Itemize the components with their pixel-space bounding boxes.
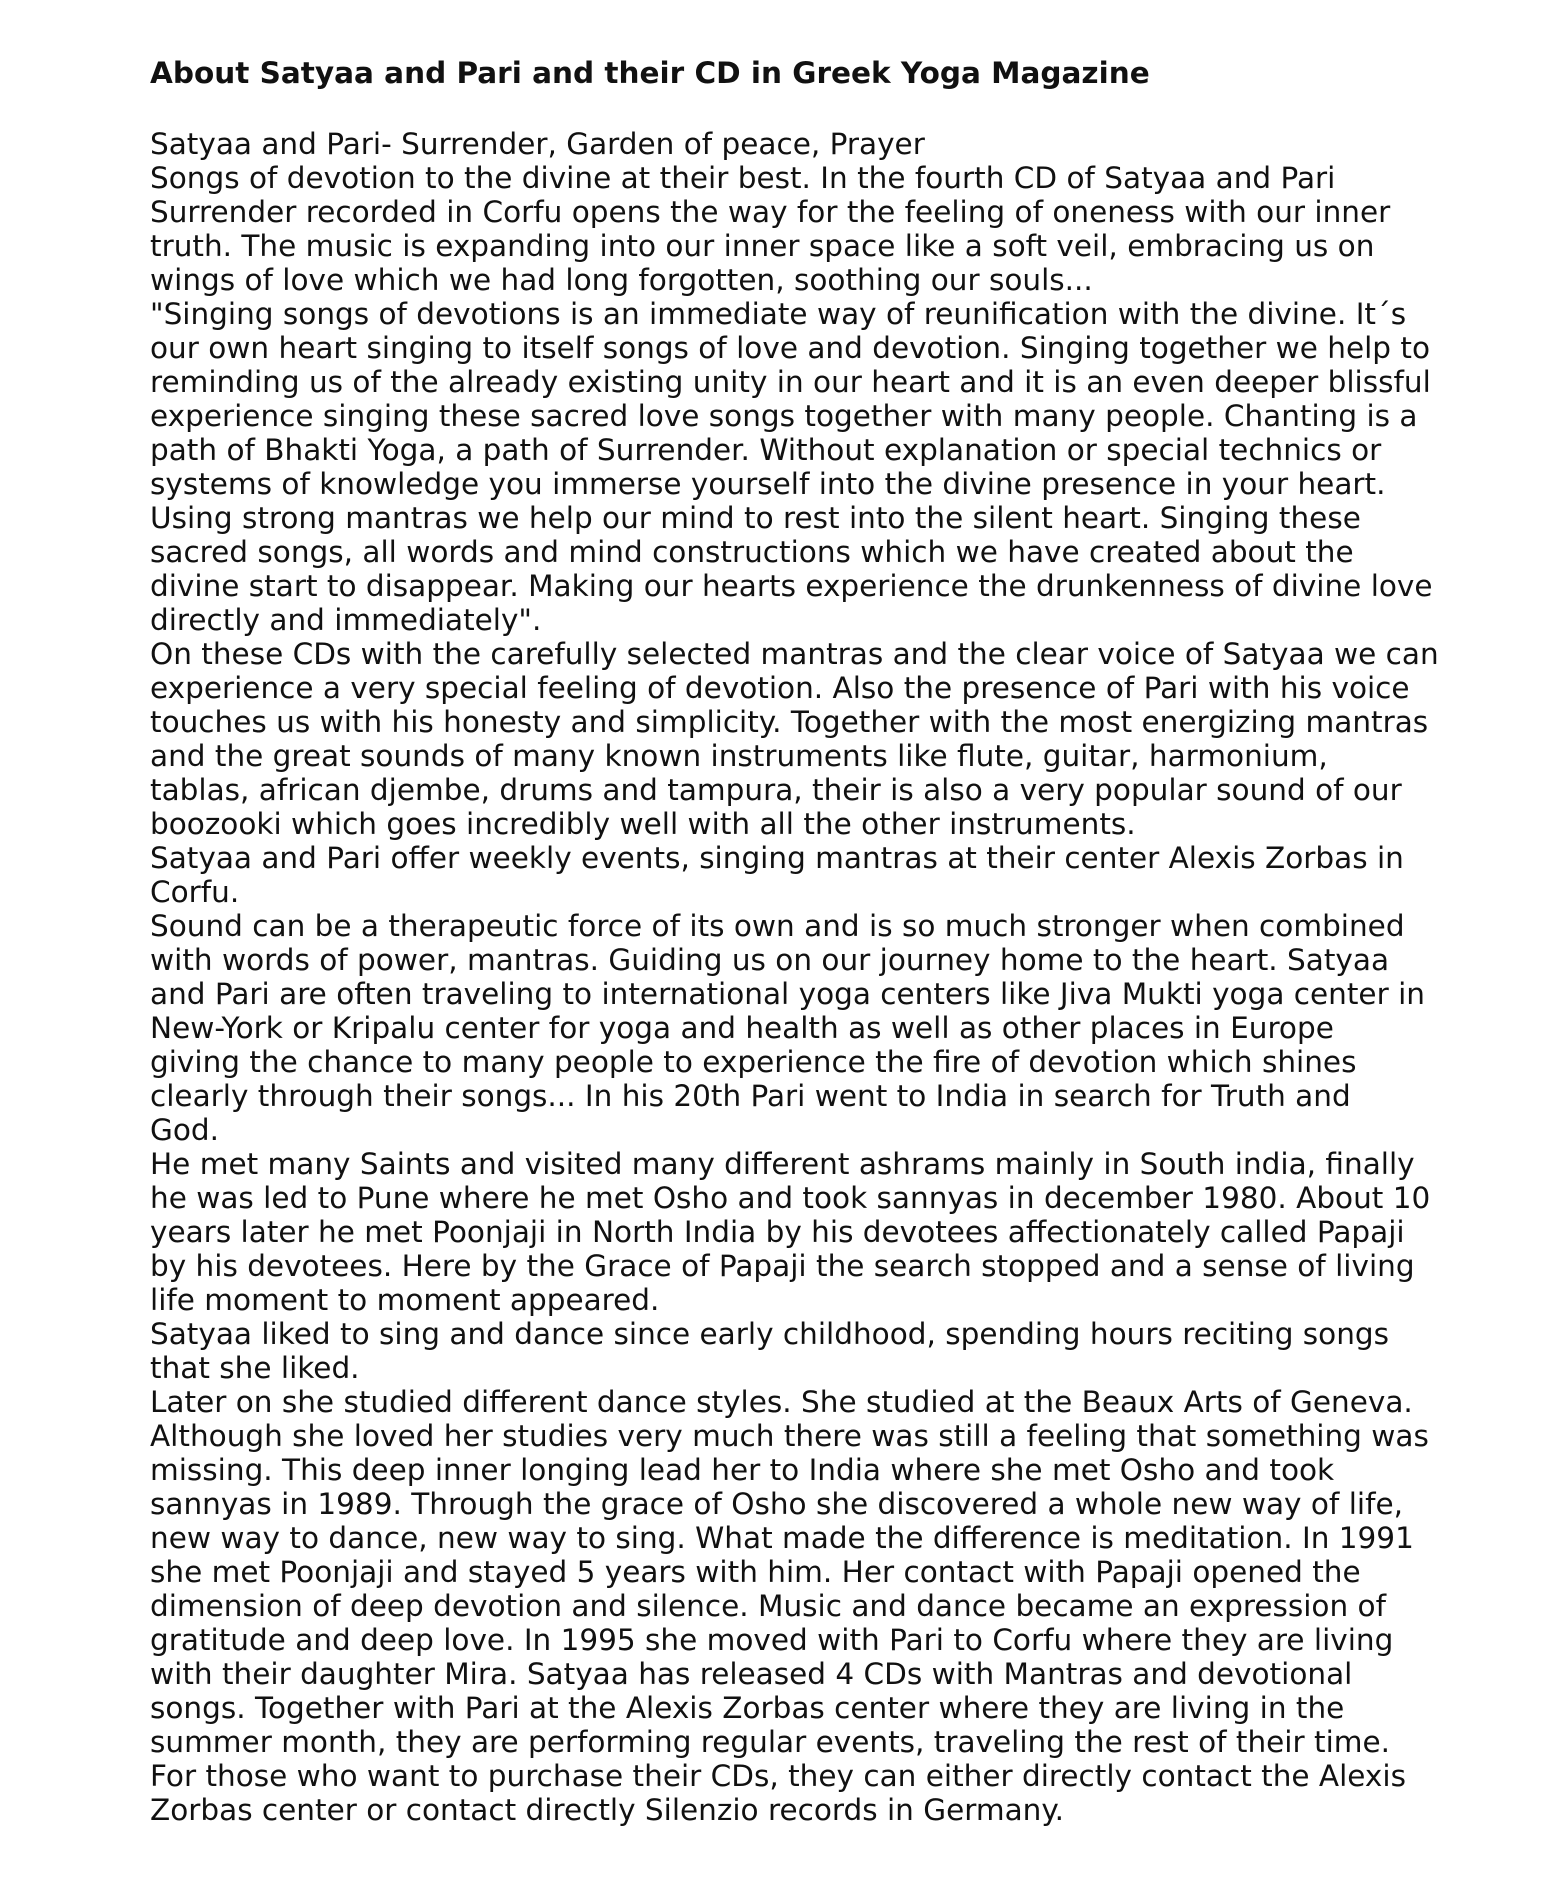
text-line: reminding us of the already existing unity in our heart and it is an even deeper blissful (150, 365, 1431, 399)
text-line: Later on she studied different dance styles. She studied at the Beaux Arts of Geneva. (150, 1385, 1413, 1419)
text-line: songs. Together with Pari at the Alexis Zorbas center where they are living in the (150, 1691, 1345, 1725)
text-line: missing. This deep inner longing lead her to India where she met Osho and took (150, 1453, 1335, 1487)
text-line: truth. The music is expanding into our inner space like a soft veil, embracing us on (150, 229, 1375, 263)
text-line: by his devotees. Here by the Grace of Papaji the search stopped and a sense of living (150, 1249, 1415, 1283)
text-line: and Pari are often traveling to international yoga centers like Jiva Mukti yoga center in (150, 977, 1425, 1011)
text-line: gratitude and deep love. In 1995 she moved with Pari to Corfu where they are living (150, 1623, 1394, 1657)
text-line: our own heart singing to itself songs of love and devotion. Singing together we help to (150, 331, 1431, 365)
text-line: Corfu. (150, 875, 240, 909)
document-title: About Satyaa and Pari and their CD in Greek Yoga Magazine (150, 56, 1150, 90)
text-line: divine start to disappear. Making our hearts experience the drunkenness of divine love (150, 569, 1433, 603)
text-line: she met Poonjaji and stayed 5 years with him. Her contact with Papaji opened the (150, 1555, 1361, 1589)
text-line: Sound can be a therapeutic force of its own and is so much stronger when combined (150, 909, 1405, 943)
text-line: summer month, they are performing regular events, traveling the rest of their time. (150, 1725, 1391, 1759)
text-line: sannyas in 1989. Through the grace of Osho she discovered a whole new way of life, (150, 1487, 1404, 1521)
text-line: Zorbas center or contact directly Silenzio records in Germany. (150, 1793, 1064, 1827)
text-line: sacred songs, all words and mind constructions which we have created about the (150, 535, 1354, 569)
text-line: Satyaa and Pari offer weekly events, singing mantras at their center Alexis Zorbas in (150, 841, 1404, 875)
text-line: systems of knowledge you immerse yourself into the divine presence in your heart. (150, 467, 1386, 501)
text-line: he was led to Pune where he met Osho and took sannyas in december 1980. About 10 (150, 1181, 1431, 1215)
text-line: Surrender recorded in Corfu opens the way for the feeling of oneness with our inner (150, 195, 1391, 229)
document-body (150, 127, 1440, 1827)
text-line: and the great sounds of many known instruments like flute, guitar, harmonium, (150, 739, 1328, 773)
text-line: For those who want to purchase their CDs, they can either directly contact the Alexis (150, 1759, 1406, 1793)
text-line: dimension of deep devotion and silence. Music and dance became an expression of (150, 1589, 1386, 1623)
text-line: Although she loved her studies very much there was still a feeling that something was (150, 1419, 1429, 1453)
text-line: touches us with his honesty and simplicity. Together with the most energizing mantras (150, 705, 1429, 739)
text-line: He met many Saints and visited many different ashrams mainly in South india, finally (150, 1147, 1415, 1181)
text-line: Satyaa and Pari- Surrender, Garden of peace, Prayer (150, 127, 925, 161)
text-line: On these CDs with the carefully selected mantras and the clear voice of Satyaa we can (150, 637, 1439, 671)
text-line: with words of power, mantras. Guiding us on our journey home to the heart. Satyaa (150, 943, 1390, 977)
text-line: Songs of devotion to the divine at their best. In the fourth CD of Satyaa and Pari (150, 161, 1336, 195)
text-line: New-York or Kripalu center for yoga and health as well as other places in Europe (150, 1011, 1334, 1045)
text-line: with their daughter Mira. Satyaa has released 4 CDs with Mantras and devotional (150, 1657, 1353, 1691)
text-line: God. (150, 1113, 220, 1147)
text-line: that she liked. (150, 1351, 360, 1385)
text-line: experience singing these sacred love songs together with many people. Chanting is a (150, 399, 1418, 433)
text-line: path of Bhakti Yoga, a path of Surrender. Without explanation or special technics or (150, 433, 1382, 467)
text-line: life moment to moment appeared. (150, 1283, 660, 1317)
text-line: Satyaa liked to sing and dance since early childhood, spending hours reciting songs (150, 1317, 1390, 1351)
text-line: clearly through their songs... In his 20th Pari went to India in search for Truth and (150, 1079, 1351, 1113)
text-line: new way to dance, new way to sing. What made the difference is meditation. In 1991 (150, 1521, 1414, 1555)
text-line: experience a very special feeling of devotion. Also the presence of Pari with his voice (150, 671, 1410, 705)
text-line: Using strong mantras we help our mind to rest into the silent heart. Singing these (150, 501, 1361, 535)
text-line: wings of love which we had long forgotten, soothing our souls... (150, 263, 1093, 297)
text-line: giving the chance to many people to experience the fire of devotion which shines (150, 1045, 1357, 1079)
text-line: tablas, african djembe, drums and tampura, their is also a very popular sound of our (150, 773, 1402, 807)
text-line: directly and immediately". (150, 603, 542, 637)
text-line: boozooki which goes incredibly well with all the other instruments. (150, 807, 1136, 841)
document-page (150, 55, 1440, 1827)
text-line: "Singing songs of devotions is an immediate way of reunification with the divine. It´s (150, 297, 1407, 331)
text-line: years later he met Poonjaji in North India by his devotees affectionately called Papaji (150, 1215, 1405, 1249)
